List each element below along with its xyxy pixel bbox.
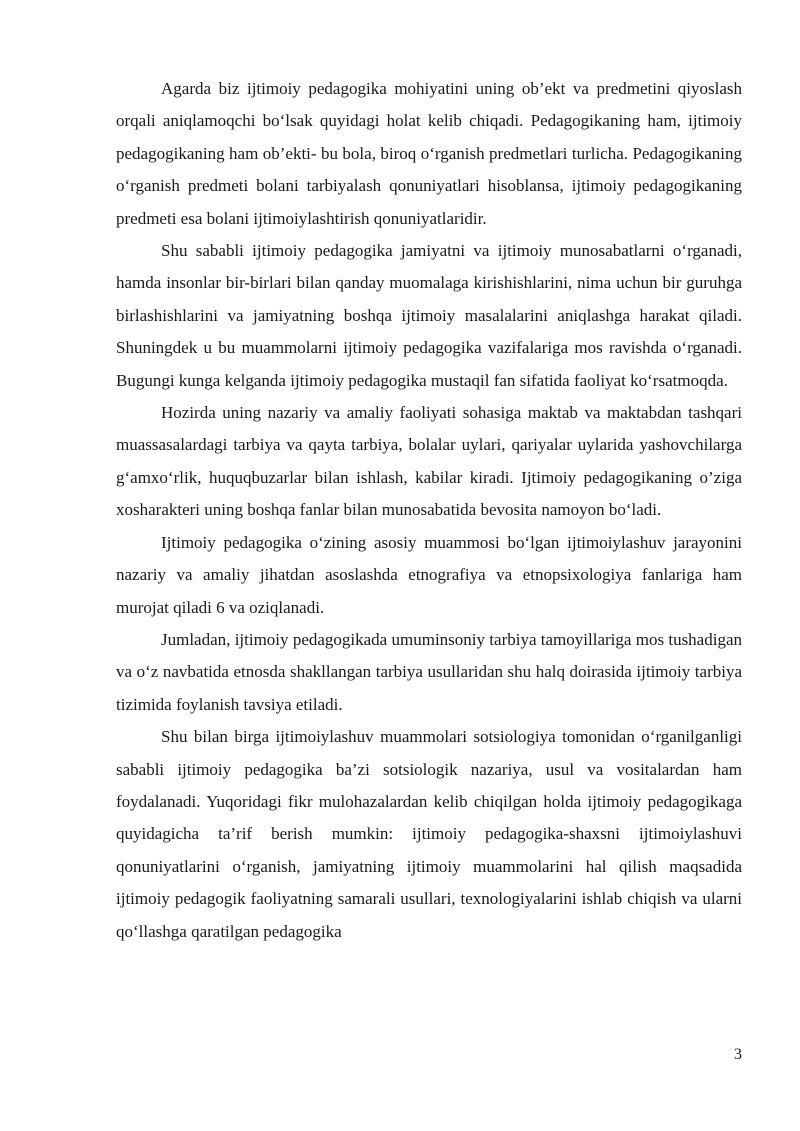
page-number: 3 xyxy=(734,1046,742,1063)
paragraph: Agarda biz ijtimoiy pedagogika mohiyatini uning ob’ekt va predmetini qiyoslash orqali aniqlamoqchi bo‘lsak quyidagi holat kelib chiqadi. Pedagogikaning ham, ijtimoiy pedagogikaning ham ob’ekti- bu bola, biroq o‘rganish predmetlari turlicha. Pedagogikaning o‘rganish predmeti bolani tarbiyalash qonuniyatlari hisoblansa, ijtimoiy pedagogikaning predmeti esa bolani ijtimoiylashtirish qonuniyatlaridir. xyxy=(116,79,742,228)
paragraph: Jumladan, ijtimoiy pedagogikada umuminsoniy tarbiya tamoyillariga mos tushadigan va o‘z navbatida etnosda shakllangan tarbiya usullaridan shu halq doirasida ijtimoiy tarbiya tizimida foylanish tavsiya etiladi. xyxy=(116,629,742,714)
paragraph: Shu bilan birga ijtimoiylashuv muammolari sotsiologiya tomonidan o‘rganilganligi sababli ijtimoiy pedagogika ba’zi sotsiologik nazariya, usul va vositalardan ham foydalanadi. Yuqoridagi fikr mulohazalardan kelib chiqilgan holda ijtimoiy pedagogikaga quyidagicha ta’rif berish mumkin: ijtimoiy pedagogika-shaxsni ijtimoiylashuvi qonuniyatlarini o‘rganish, jamiyatning ijtimoiy muammolarini hal qilish maqsadida ijtimoiy pedagogik faoliyatning samarali usullari, texnologiyalarini ishlab chiqish va ularni qo‘llashga qaratilgan pedagogika xyxy=(116,727,742,941)
document-body xyxy=(116,73,742,948)
paragraph: Shu sababli ijtimoiy pedagogika jamiyatni va ijtimoiy munosabatlarni o‘rganadi, hamda insonlar bir-birlari bilan qanday muomalaga kirishishlarini, nima uchun bir guruhga birlashishlarini va jamiyatning boshqa ijtimoiy masalalarini aniqlashga harakat qiladi. Shuningdek u bu muammolarni ijtimoiy pedagogika vazifalariga mos ravishda o‘rganadi. Bugungi kunga kelganda ijtimoiy pedagogika mustaqil fan sifatida faoliyat ko‘rsatmoqda. xyxy=(116,241,742,390)
paragraph: Hozirda uning nazariy va amaliy faoliyati sohasiga maktab va maktabdan tashqari muassasalardagi tarbiya va qayta tarbiya, bolalar uylari, qariyalar uylarida yashovchilarga g‘amxo‘rlik, huquqbuzarlar bilan ishlash, kabilar kiradi. Ijtimoiy pedagogikaning o’ziga xosharakteri uning boshqa fanlar bilan munosabatida bevosita namoyon bo‘ladi. xyxy=(116,403,742,520)
paragraph: Ijtimoiy pedagogika o‘zining asosiy muammosi bo‘lgan ijtimoiylashuv jarayonini nazariy va amaliy jihatdan asoslashda etnografiya va etnopsixologiya fanlariga ham murojat qiladi 6 va oziqlanadi. xyxy=(116,532,742,617)
